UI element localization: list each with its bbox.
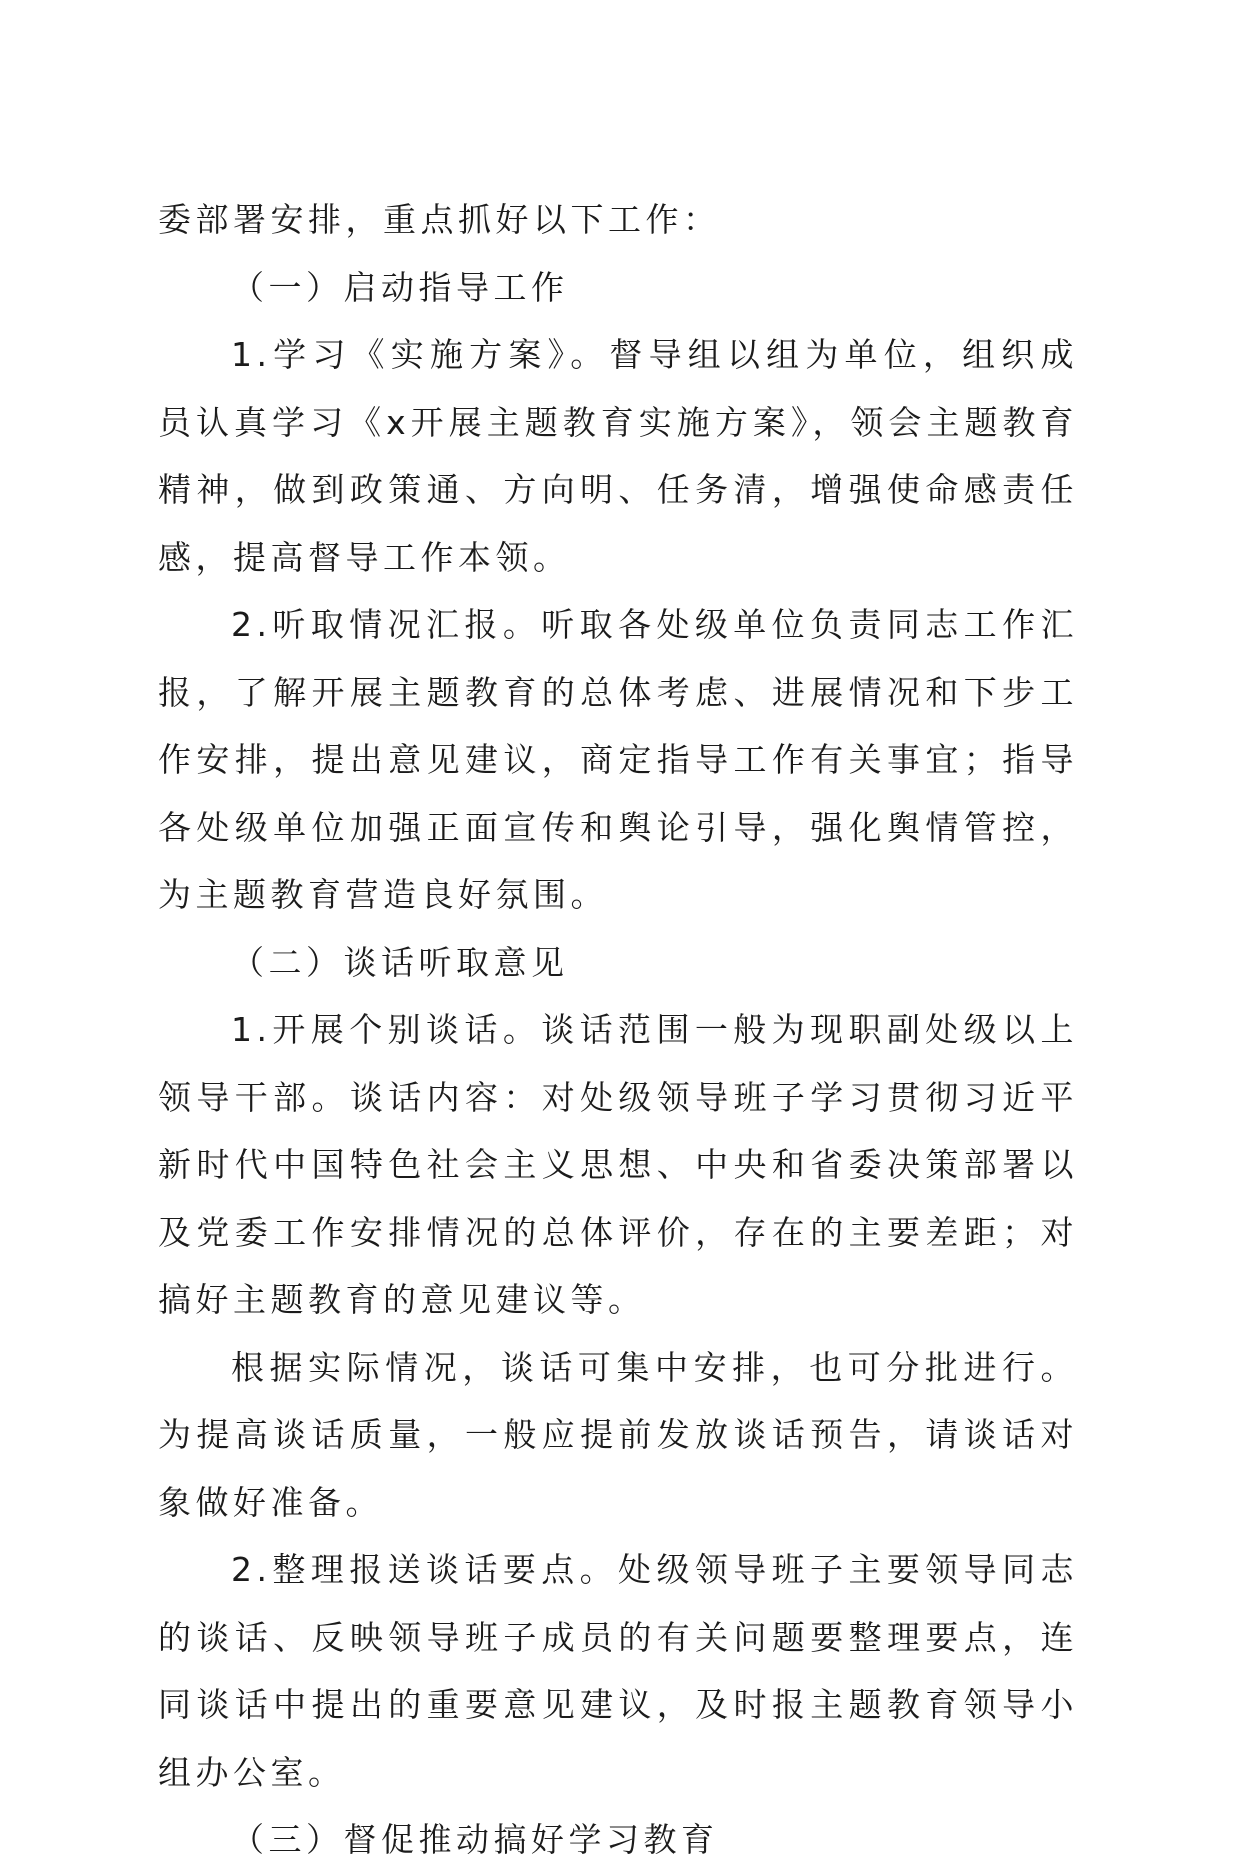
paragraph-talk-summary: 2.整理报送谈话要点。处级领导班子主要领导同志的谈话、反映领导班子成员的有关问题要整理要点，连同谈话中提出的重要意见建议，及时报主题教育领导小组办公室。 xyxy=(158,1550,1078,1792)
paragraph-individual-talks: 1.开展个别谈话。谈话范围一般为现职副处级以上领导干部。谈话内容：对处级领导班子学习贯彻习近平新时代中国特色社会主义思想、中央和省委决策部署以及党委工作安排情况的总体评价，存在的主要差距；对搞好主题教育的意见建议等。 xyxy=(158,1010,1078,1319)
section-heading-2: （二）谈话听取意见 xyxy=(231,942,569,982)
paragraph-hear-report: 2.听取情况汇报。听取各处级单位负责同志工作汇报，了解开展主题教育的总体考虑、进展情况和下步工作安排，提出意见建议，商定指导工作有关事宜；指导各处级单位加强正面宣传和舆论引导，强化舆情管控，为主题教育营造良好氛围。 xyxy=(158,605,1078,914)
document-body xyxy=(158,186,1078,1874)
paragraph-talk-arrangement: 根据实际情况，谈话可集中安排，也可分批进行。为提高谈话质量，一般应提前发放谈话预告，请谈话对象做好准备。 xyxy=(158,1347,1078,1522)
section-heading-3: （三）督促推动搞好学习教育 xyxy=(231,1820,719,1859)
paragraph-study-plan: 1.学习《实施方案》。督导组以组为单位，组织成员认真学习《x开展主题教育实施方案》，领会主题教育精神，做到政策通、方向明、任务清，增强使命感责任感，提高督导工作本领。 xyxy=(158,335,1078,577)
section-heading-1: （一）启动指导工作 xyxy=(231,267,569,307)
paragraph-continuation: 委部署安排，重点抓好以下工作： xyxy=(158,200,721,239)
